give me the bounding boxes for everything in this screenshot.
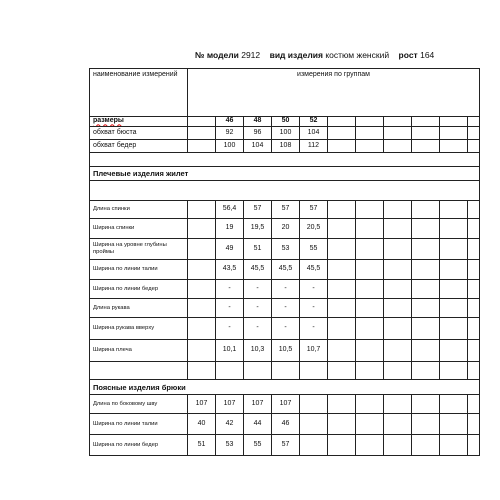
- value-cell: -: [272, 280, 300, 299]
- value-cell: 108: [272, 140, 300, 153]
- size-cell: 46: [216, 117, 244, 127]
- document-header: [195, 50, 434, 60]
- value-cell: 107: [272, 395, 300, 414]
- model-value: 2912: [241, 50, 261, 60]
- value-cell: 57: [272, 201, 300, 219]
- row-label: Длина рукава: [90, 299, 188, 318]
- value-cell: -: [300, 299, 328, 318]
- value-cell: 46: [272, 414, 300, 435]
- row-label: Ширина по линии талии: [90, 260, 188, 280]
- value-cell: 51: [244, 239, 272, 260]
- table-row: [90, 395, 480, 414]
- size-cell: 48: [244, 117, 272, 127]
- table-row: [90, 340, 480, 362]
- sizes-label: размеры: [93, 117, 124, 125]
- value-cell: 57: [244, 201, 272, 219]
- value-cell: 42: [216, 414, 244, 435]
- value-cell: 10,1: [216, 340, 244, 362]
- value-cell: 107: [188, 395, 216, 414]
- row-label: обхват бедер: [90, 140, 188, 153]
- value-cell: 10,3: [244, 340, 272, 362]
- value-cell: -: [244, 299, 272, 318]
- value-cell: -: [216, 280, 244, 299]
- measurement-table: [89, 68, 480, 456]
- value-cell: 10,7: [300, 340, 328, 362]
- value-cell: -: [216, 299, 244, 318]
- table-row: [90, 219, 480, 239]
- blank-row: [90, 181, 480, 201]
- table-header-row: [90, 69, 480, 117]
- value-cell: -: [216, 318, 244, 340]
- section-title: Поясные изделия брюки: [90, 380, 480, 395]
- value-cell: 44: [244, 414, 272, 435]
- table-row: [90, 239, 480, 260]
- value-cell: 107: [244, 395, 272, 414]
- value-cell: 45,5: [244, 260, 272, 280]
- value-cell: 55: [300, 239, 328, 260]
- row-label: обхват бюста: [90, 127, 188, 140]
- blank-row: [90, 362, 480, 380]
- table-row: [90, 201, 480, 219]
- row-label: Ширина на уровне глубины проймы: [90, 239, 188, 260]
- section-title-row: [90, 380, 480, 395]
- value-cell: 45,5: [300, 260, 328, 280]
- height-value: 164: [420, 50, 435, 60]
- type-value: костюм женский: [325, 50, 390, 60]
- table-row: [90, 140, 480, 153]
- value-cell: 55: [244, 435, 272, 456]
- section-title: Плечевые изделия жилет: [90, 167, 480, 181]
- row-label: Ширина плеча: [90, 340, 188, 362]
- row-label: Ширина по линии талии: [90, 414, 188, 435]
- row-label: Ширина спинки: [90, 219, 188, 239]
- value-cell: 53: [216, 435, 244, 456]
- table-row: [90, 260, 480, 280]
- value-cell: -: [300, 318, 328, 340]
- value-cell: 100: [272, 127, 300, 140]
- table-row: [90, 299, 480, 318]
- row-label: Ширина по линии бедер: [90, 435, 188, 456]
- value-cell: 96: [244, 127, 272, 140]
- value-cell: 104: [300, 127, 328, 140]
- value-cell: 10,5: [272, 340, 300, 362]
- section-title-row: [90, 167, 480, 181]
- value-cell: 92: [216, 127, 244, 140]
- sizes-row: [90, 117, 480, 127]
- type-label: вид изделия: [269, 50, 323, 60]
- value-cell: 49: [216, 239, 244, 260]
- groups-header: измерения по группам: [188, 69, 480, 117]
- model-label: № модели: [195, 50, 239, 60]
- value-cell: 20,5: [300, 219, 328, 239]
- value-cell: 57: [272, 435, 300, 456]
- value-cell: 45,5: [272, 260, 300, 280]
- value-cell: 57: [300, 201, 328, 219]
- value-cell: 20: [272, 219, 300, 239]
- value-cell: 53: [272, 239, 300, 260]
- value-cell: 40: [188, 414, 216, 435]
- table-row: [90, 435, 480, 456]
- row-label: Длина спинки: [90, 201, 188, 219]
- blank-row: [90, 153, 480, 167]
- name-header: наименование измерений: [90, 69, 188, 117]
- value-cell: 56,4: [216, 201, 244, 219]
- height-label: рост: [398, 50, 418, 60]
- size-cell: 50: [272, 117, 300, 127]
- value-cell: 112: [300, 140, 328, 153]
- value-cell: -: [272, 299, 300, 318]
- value-cell: 100: [216, 140, 244, 153]
- table-row: [90, 414, 480, 435]
- table-row: [90, 127, 480, 140]
- value-cell: -: [272, 318, 300, 340]
- row-label: Длина по боковому шву: [90, 395, 188, 414]
- value-cell: 19: [216, 219, 244, 239]
- row-label: Ширина по линии бедер: [90, 280, 188, 299]
- value-cell: 19,5: [244, 219, 272, 239]
- value-cell: -: [244, 318, 272, 340]
- table-row: [90, 280, 480, 299]
- value-cell: 51: [188, 435, 216, 456]
- value-cell: -: [244, 280, 272, 299]
- row-label: Ширина рукава вверху: [90, 318, 188, 340]
- value-cell: 107: [216, 395, 244, 414]
- value-cell: 104: [244, 140, 272, 153]
- value-cell: -: [300, 280, 328, 299]
- table-row: [90, 318, 480, 340]
- size-cell: 52: [300, 117, 328, 127]
- value-cell: 43,5: [216, 260, 244, 280]
